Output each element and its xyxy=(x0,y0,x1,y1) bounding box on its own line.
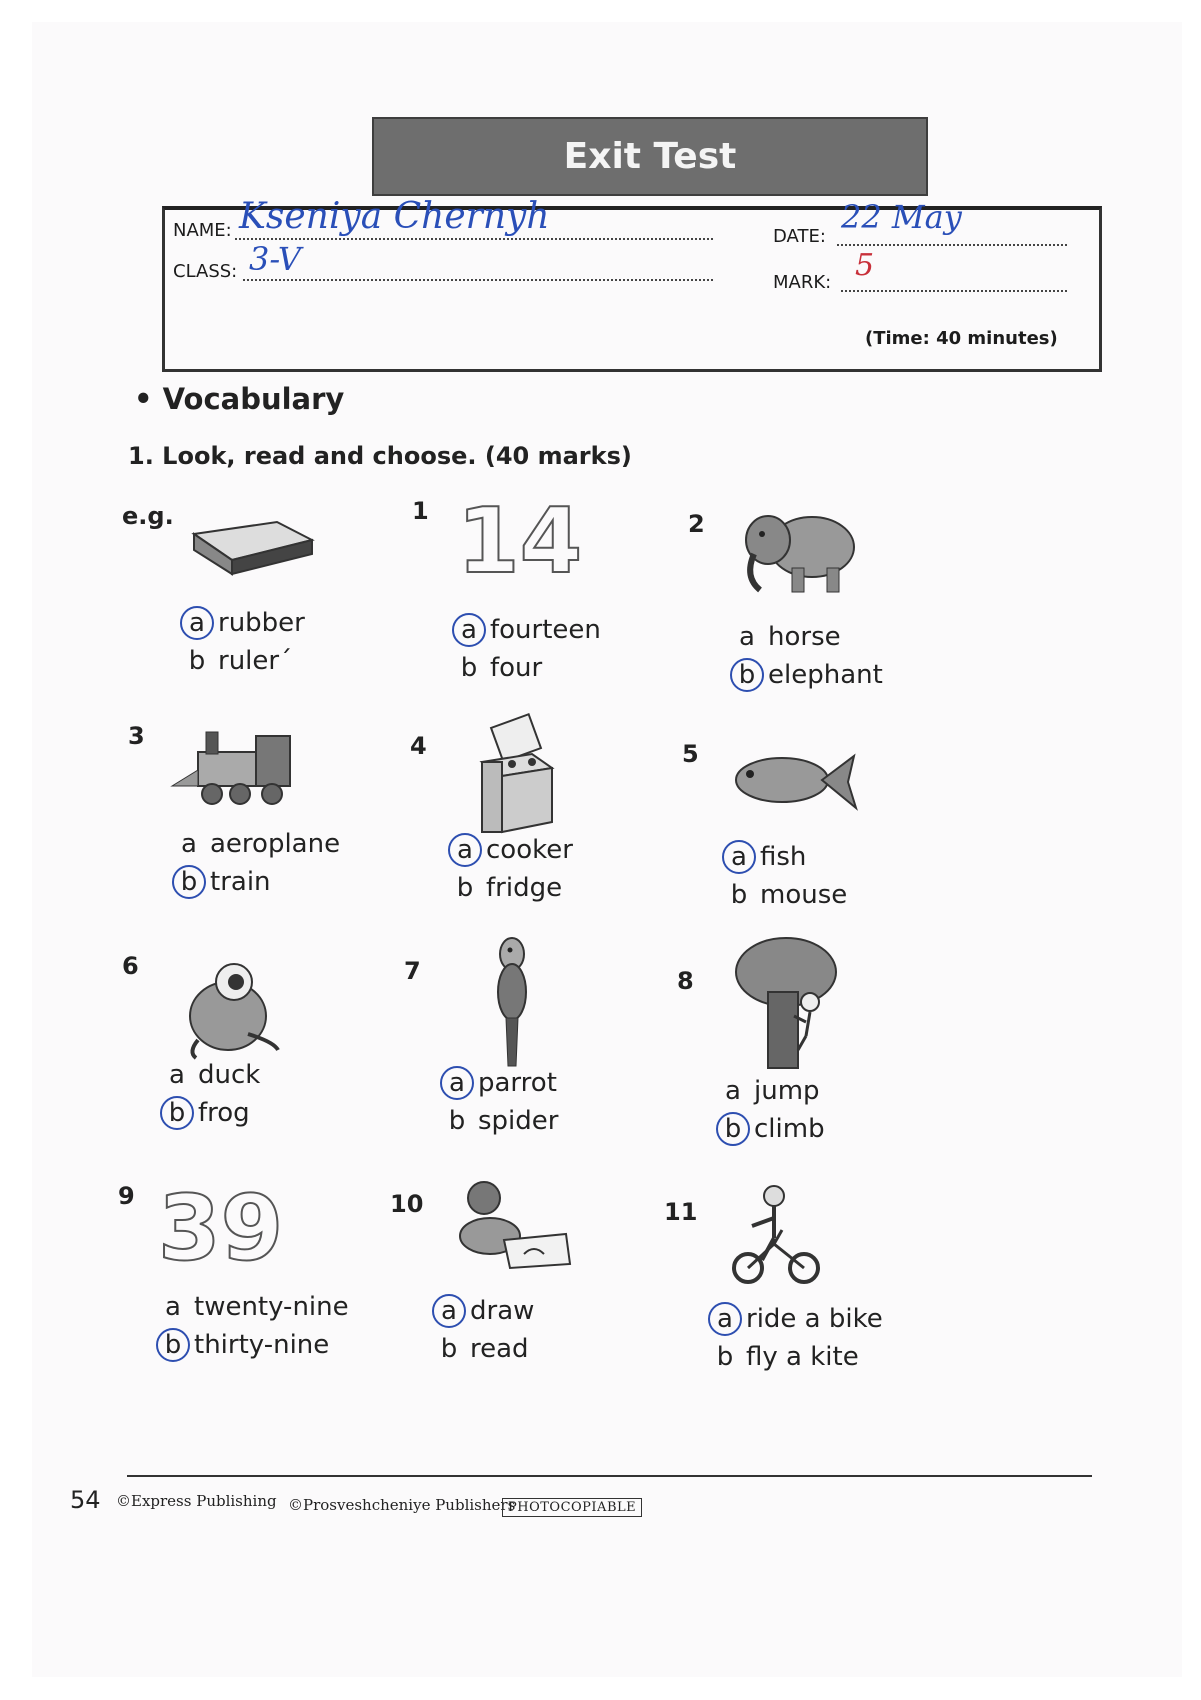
class-line xyxy=(243,279,713,281)
elephant-picture xyxy=(732,502,862,602)
option-letter: a xyxy=(708,1302,742,1336)
option-text: rubber xyxy=(218,608,305,638)
option-b[interactable] xyxy=(172,865,271,899)
option-b[interactable] xyxy=(716,1112,825,1146)
option-text: four xyxy=(490,653,543,683)
climb-picture xyxy=(732,932,842,1072)
date-line xyxy=(837,244,1067,246)
option-letter: b xyxy=(730,658,764,692)
train-picture xyxy=(168,722,298,812)
item-number: 1 xyxy=(412,497,429,525)
item-number: e.g. xyxy=(122,502,174,530)
option-text: elephant xyxy=(768,660,883,690)
bullet: • xyxy=(134,382,153,416)
name-line xyxy=(235,238,713,240)
option-text: train xyxy=(210,867,271,897)
option-letter: a xyxy=(165,1292,181,1322)
exercise-instruction: 1. Look, read and choose. (40 marks) xyxy=(128,442,632,470)
option-text: cooker xyxy=(486,835,573,865)
frog-picture xyxy=(178,954,288,1064)
item-number: 9 xyxy=(118,1182,135,1210)
option-a[interactable] xyxy=(716,1074,820,1108)
photocopiable-badge: PHOTOCOPIABLE xyxy=(502,1498,642,1517)
item-number: 7 xyxy=(404,957,421,985)
option-text: twenty-nine xyxy=(194,1292,349,1322)
option-a[interactable] xyxy=(440,1066,557,1100)
option-letter: b xyxy=(172,865,206,899)
option-text: read xyxy=(470,1334,529,1364)
worksheet-page xyxy=(32,22,1182,1677)
option-letter: b xyxy=(156,1328,190,1362)
option-text: parrot xyxy=(478,1068,557,1098)
time-limit: (Time: 40 minutes) xyxy=(865,328,1058,349)
option-text: duck xyxy=(198,1060,261,1090)
option-text: fridge xyxy=(486,873,563,903)
option-letter: b xyxy=(160,1096,194,1130)
option-letter: a xyxy=(448,833,482,867)
section-title: Vocabulary xyxy=(162,382,345,416)
option-a[interactable] xyxy=(160,1058,260,1092)
item-number: 8 xyxy=(677,967,694,995)
option-text: aeroplane xyxy=(210,829,341,859)
cooker-picture xyxy=(472,712,562,842)
option-a[interactable] xyxy=(432,1294,534,1328)
item-number: 2 xyxy=(688,510,705,538)
option-letter: b xyxy=(456,873,474,903)
name-handwritten: Kseniya Chernyh xyxy=(239,196,550,237)
option-a[interactable] xyxy=(180,606,305,640)
option-b[interactable] xyxy=(452,651,542,685)
number-39-picture: 39 xyxy=(158,1176,284,1281)
option-b[interactable] xyxy=(180,644,292,678)
option-text: climb xyxy=(754,1114,825,1144)
rubber-picture xyxy=(182,512,322,582)
option-b[interactable] xyxy=(708,1340,859,1374)
item-number: 6 xyxy=(122,952,139,980)
class-label: CLASS: xyxy=(173,261,238,282)
name-label: NAME: xyxy=(173,220,232,241)
publisher-express: ©Express Publishing xyxy=(116,1492,277,1510)
option-a[interactable] xyxy=(448,833,573,867)
option-b[interactable] xyxy=(730,658,883,692)
option-letter: b xyxy=(448,1106,466,1136)
option-letter: a xyxy=(452,613,486,647)
exit-test-title: Exit Test xyxy=(372,117,928,196)
option-a[interactable] xyxy=(172,827,340,861)
option-letter: b xyxy=(440,1334,458,1364)
option-text: ruler´ xyxy=(218,646,293,676)
option-b[interactable] xyxy=(448,871,562,905)
option-a[interactable] xyxy=(730,620,841,654)
publisher-prosveshcheniye: ©Prosveshcheniye Publishers xyxy=(288,1496,516,1514)
option-b[interactable] xyxy=(722,878,847,912)
parrot-picture xyxy=(482,930,542,1070)
option-letter: a xyxy=(169,1060,185,1090)
number-14-picture: 14 xyxy=(457,489,583,594)
option-letter: a xyxy=(739,622,755,652)
footer-rule xyxy=(127,1475,1092,1477)
option-text: thirty-nine xyxy=(194,1330,330,1360)
option-letter: b xyxy=(716,1112,750,1146)
option-a[interactable] xyxy=(708,1302,883,1336)
option-letter: a xyxy=(722,840,756,874)
date-handwritten: 22 May xyxy=(841,198,962,236)
option-letter: a xyxy=(432,1294,466,1328)
student-info-box xyxy=(162,196,1102,372)
item-number: 11 xyxy=(664,1198,698,1226)
option-letter: b xyxy=(730,880,748,910)
section-heading xyxy=(134,382,344,416)
option-b[interactable] xyxy=(160,1096,250,1130)
mark-handwritten: 5 xyxy=(855,248,875,283)
option-text: draw xyxy=(470,1296,535,1326)
option-text: spider xyxy=(478,1106,559,1136)
option-text: horse xyxy=(768,622,841,652)
option-text: fourteen xyxy=(490,615,601,645)
item-number: 5 xyxy=(682,740,699,768)
draw-picture xyxy=(444,1174,574,1274)
option-text: jump xyxy=(754,1076,820,1106)
option-a[interactable] xyxy=(722,840,806,874)
option-text: mouse xyxy=(760,880,848,910)
option-text: ride a bike xyxy=(746,1304,883,1334)
item-number: 4 xyxy=(410,732,427,760)
mark-label: MARK: xyxy=(773,272,832,293)
option-b[interactable] xyxy=(432,1332,529,1366)
option-a[interactable] xyxy=(156,1290,349,1324)
bike-picture xyxy=(722,1182,832,1292)
item-number: 10 xyxy=(390,1190,424,1218)
mark-line xyxy=(841,290,1067,292)
option-text: fly a kite xyxy=(746,1342,859,1372)
option-letter: a xyxy=(440,1066,474,1100)
option-b[interactable] xyxy=(156,1328,329,1362)
option-letter: b xyxy=(460,653,478,683)
option-letter: b xyxy=(716,1342,734,1372)
option-letter: a xyxy=(181,829,197,859)
option-b[interactable] xyxy=(440,1104,558,1138)
option-text: fish xyxy=(760,842,807,872)
option-letter: b xyxy=(188,646,206,676)
page-number: 54 xyxy=(70,1486,101,1514)
class-handwritten: 3-V xyxy=(249,240,301,278)
option-text: frog xyxy=(198,1098,250,1128)
date-label: DATE: xyxy=(773,226,826,247)
option-a[interactable] xyxy=(452,613,601,647)
fish-picture xyxy=(722,742,862,822)
item-number: 3 xyxy=(128,722,145,750)
option-letter: a xyxy=(725,1076,741,1106)
option-letter: a xyxy=(180,606,214,640)
